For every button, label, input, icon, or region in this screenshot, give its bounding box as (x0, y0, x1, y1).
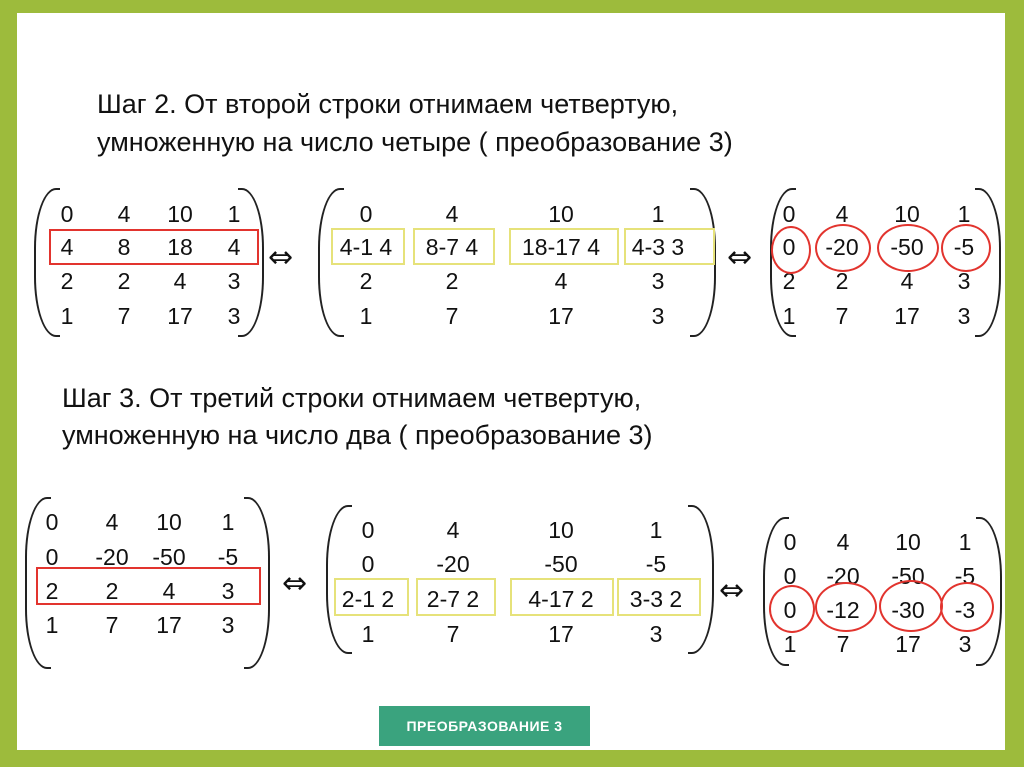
result-circle (815, 224, 871, 272)
matrix-cell: 0 (783, 563, 797, 589)
matrix-cell: 2 (60, 268, 74, 294)
matrix-cell: 4-1 4 (339, 234, 393, 260)
result-circle (879, 580, 943, 632)
matrix-cell: 17 (894, 303, 920, 329)
matrix-cell: 1 (958, 529, 972, 555)
result-circle (771, 226, 811, 274)
matrix-cell: 2 (105, 578, 119, 604)
matrix-cell: 2 (359, 268, 373, 294)
matrix-cell: 17 (548, 303, 574, 329)
matrix-cell: 1 (783, 631, 797, 657)
step3-line1: Шаг 3. От третий строки отнимаем четвертую, (62, 383, 642, 413)
matrix-cell: 8 (117, 234, 131, 260)
matrix-cell: 4-3 3 (631, 234, 685, 260)
equiv-arrow-1: ⇔ (268, 240, 294, 275)
matrix-cell: 7 (446, 621, 460, 647)
matrix-cell: 2 (835, 268, 849, 294)
matrix-cell: 17 (167, 303, 193, 329)
step2-line1: Шаг 2. От второй строки отнимаем четвертую, (97, 89, 679, 119)
matrix-cell: 1 (221, 509, 235, 535)
matrix-cell: 4 (117, 201, 131, 227)
matrix-cell: 18 (167, 234, 193, 260)
matrix-cell: 7 (105, 612, 119, 638)
matrix-cell: 7 (835, 303, 849, 329)
expression-box (413, 228, 495, 265)
matrix-cell: 4 (60, 234, 74, 260)
matrix-cell: 17 (156, 612, 182, 638)
matrix-cell: 4 (836, 529, 850, 555)
matrix-cell: 0 (60, 201, 74, 227)
matrix-cell: 4 (835, 201, 849, 227)
matrix-cell: 7 (836, 631, 850, 657)
matrix-cell: 10 (548, 517, 574, 543)
matrix-cell: 0 (782, 234, 796, 260)
matrix-cell: 4 (554, 268, 568, 294)
matrix-cell: -20 (95, 544, 129, 570)
result-circle (769, 585, 815, 633)
expression-box (617, 578, 701, 616)
expression-box (624, 228, 715, 265)
equiv-arrow-4: ⇔ (719, 573, 745, 608)
matrix-cell: 0 (361, 517, 375, 543)
matrix-cell: 8-7 4 (425, 234, 479, 260)
matrix-cell: -12 (826, 597, 860, 623)
matrix-cell: 3 (649, 621, 663, 647)
matrix-cell: 1 (957, 201, 971, 227)
matrix-cell: 1 (649, 517, 663, 543)
matrix-cell: 4 (162, 578, 176, 604)
matrix-cell: 0 (782, 201, 796, 227)
result-circle (815, 582, 877, 632)
matrix-cell: 3 (227, 268, 241, 294)
matrix-cell: 0 (783, 597, 797, 623)
matrix-cell: 17 (548, 621, 574, 647)
transformation-3-button[interactable]: ПРЕОБРАЗОВАНИЕ 3 (379, 706, 590, 746)
matrix-cell: 2 (117, 268, 131, 294)
matrix-cell: 0 (361, 551, 375, 577)
matrix-cell: 3 (651, 268, 665, 294)
step2-line2: умноженную на число четыре ( преобразование 3) (97, 127, 733, 157)
matrix-cell: 4 (173, 268, 187, 294)
matrix-cell: 4 (227, 234, 241, 260)
matrix-cell: 18-17 4 (521, 234, 601, 260)
matrix-cell: 17 (895, 631, 921, 657)
matrix-cell: 4-17 2 (528, 586, 594, 612)
matrix-cell: 2 (782, 268, 796, 294)
matrix-cell: 1 (60, 303, 74, 329)
matrix-cell: -5 (645, 551, 667, 577)
matrix-cell: 7 (445, 303, 459, 329)
matrix-cell: 4 (105, 509, 119, 535)
equiv-arrow-2: ⇔ (727, 240, 753, 275)
result-circle (940, 582, 994, 632)
matrix-cell: 3 (958, 631, 972, 657)
result-circle (877, 224, 939, 272)
expression-box (334, 578, 409, 616)
result-circle (941, 224, 991, 272)
matrix-cell: -20 (825, 234, 859, 260)
step3-line2: умноженную на число два ( преобразование 3) (62, 420, 653, 450)
matrix-cell: 1 (361, 621, 375, 647)
matrix-cell: 2 (45, 578, 59, 604)
row-highlight-box (36, 567, 261, 605)
matrix-cell: -3 (954, 597, 976, 623)
expression-box (416, 578, 496, 616)
matrix-cell: 3 (221, 612, 235, 638)
matrix-cell: 7 (117, 303, 131, 329)
matrix-cell: 10 (895, 529, 921, 555)
matrix-cell: -20 (436, 551, 470, 577)
expression-box (331, 228, 405, 265)
matrix-cell: 3 (957, 303, 971, 329)
expression-box (510, 578, 614, 616)
matrix-cell: 4 (900, 268, 914, 294)
matrix-cell: 0 (45, 509, 59, 535)
matrix-cell: -50 (890, 234, 924, 260)
row-highlight-box (49, 229, 259, 265)
matrix-cell: 0 (359, 201, 373, 227)
matrix-cell: 2-7 2 (426, 586, 480, 612)
matrix-cell: 3 (651, 303, 665, 329)
matrix-cell: -5 (217, 544, 239, 570)
expression-box (509, 228, 619, 265)
matrix-cell: 1 (227, 201, 241, 227)
matrix-cell: 0 (45, 544, 59, 570)
matrix-cell: 3-3 2 (629, 586, 683, 612)
matrix-cell: 3 (221, 578, 235, 604)
matrix-cell: -5 (954, 563, 976, 589)
matrix-cell: 1 (651, 201, 665, 227)
matrix-cell: 2-1 2 (341, 586, 395, 612)
matrix-cell: 2 (445, 268, 459, 294)
matrix-cell: 3 (957, 268, 971, 294)
matrix-cell: 3 (227, 303, 241, 329)
matrix-cell: -20 (826, 563, 860, 589)
matrix-cell: 1 (782, 303, 796, 329)
matrix-cell: -50 (891, 563, 925, 589)
matrix-cell: 10 (156, 509, 182, 535)
matrix-cell: 1 (45, 612, 59, 638)
matrix-cell: 10 (548, 201, 574, 227)
matrix-cell: 4 (446, 517, 460, 543)
matrix-cell: 4 (445, 201, 459, 227)
matrix-cell: 0 (783, 529, 797, 555)
matrix-cell: -30 (891, 597, 925, 623)
matrix-cell: 10 (894, 201, 920, 227)
matrix-cell: -50 (152, 544, 186, 570)
matrix-cell: -50 (544, 551, 578, 577)
matrix-cell: 1 (359, 303, 373, 329)
equiv-arrow-3: ⇔ (282, 566, 308, 601)
matrix-cell: -5 (953, 234, 975, 260)
matrix-cell: 10 (167, 201, 193, 227)
